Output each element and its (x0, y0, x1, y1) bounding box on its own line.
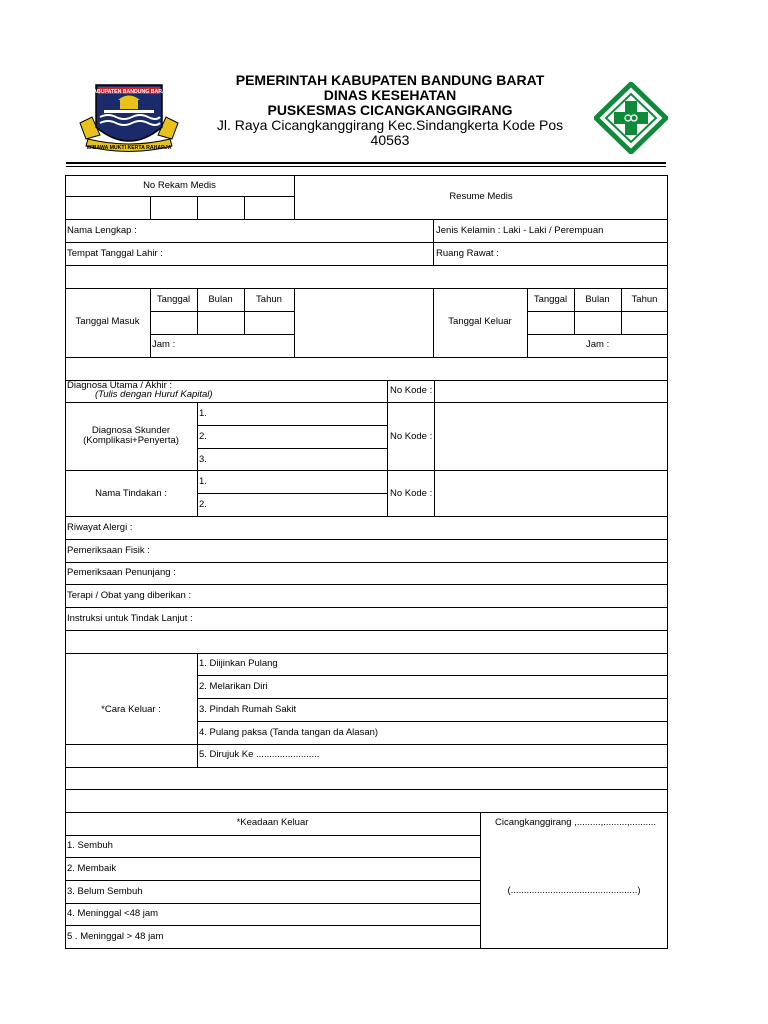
komplikasi-label: (Komplikasi+Penyerta) (83, 435, 179, 446)
no-kode-label-2: No Kode : (390, 431, 433, 442)
puskesmas-logo (594, 82, 668, 154)
cara-option-3: 3. Pindah Rumah Sakit (199, 704, 297, 715)
instruksi-label: Instruksi untuk Tindak Lanjut : (67, 613, 193, 624)
cara-keluar-label: *Cara Keluar : (101, 704, 161, 715)
no-kode-label-3: No Kode : (390, 488, 433, 499)
signature-line: (................................................) (507, 885, 641, 896)
masuk-jam-label: Jam : (152, 339, 176, 350)
keadaan-option-4: 4. Meninggal <48 jam (67, 908, 159, 919)
keadaan-option-5: 5 . Meninggal > 48 jam (67, 931, 164, 942)
pemeriksaan-fisik-label: Pemeriksaan Fisik : (67, 545, 150, 556)
cara-option-5: 5. Dirujuk Ke ........................ (199, 749, 320, 760)
cara-option-2: 2. Melarikan Diri (199, 681, 268, 692)
riwayat-alergi-label: Riwayat Alergi : (67, 522, 133, 533)
diagnosa-skunder-2: 2. (199, 431, 207, 442)
diagnosa-skunder-3: 3. (199, 454, 207, 465)
ruang-rawat-label: Ruang Rawat : (436, 248, 499, 259)
tulis-kapital-note: (Tulis dengan Huruf Kapital) (95, 389, 213, 400)
postcode: 40563 (370, 132, 410, 148)
tindakan-1: 1. (199, 476, 207, 487)
puskesmas-name: PUSKESMAS CICANGKANGGIRANG (267, 102, 513, 118)
nama-tindakan-label: Nama Tindakan : (95, 488, 167, 499)
letterhead-text (205, 73, 575, 148)
jenis-kelamin-label: Jenis Kelamin : Laki - Laki / Perempuan (436, 225, 604, 236)
resume-medis-form (65, 175, 668, 949)
address: Jl. Raya Cicangkanggirang Kec.Sindangkerta Kode Pos (216, 117, 564, 133)
keadaan-option-3: 3. Belum Sembuh (67, 886, 143, 897)
tanggal-keluar-label: Tanggal Keluar (448, 316, 512, 327)
keadaan-option-1: 1. Sembuh (67, 840, 113, 851)
resume-medis-title: Resume Medis (449, 191, 513, 202)
keluar-bulan-header: Bulan (585, 294, 610, 305)
agency-name: DINAS KESEHATAN (323, 87, 457, 103)
terapi-label: Terapi / Obat yang diberikan : (67, 590, 192, 601)
masuk-tanggal-header: Tanggal (156, 294, 191, 305)
keluar-tanggal-header: Tanggal (533, 294, 568, 305)
header-rule (66, 162, 666, 164)
keluar-jam-label: Jam : (586, 339, 610, 350)
cara-option-1: 1. Diijinkan Pulang (199, 658, 278, 669)
tindakan-2: 2. (199, 499, 207, 510)
no-kode-label-1: No Kode : (390, 385, 433, 396)
masuk-bulan-header: Bulan (208, 294, 233, 305)
letterhead (0, 70, 768, 170)
pemeriksaan-penunjang-label: Pemeriksaan Penunjang : (67, 567, 176, 578)
diagnosa-utama-label: Diagnosa Utama / Akhir : (67, 380, 173, 391)
svg-text:WIBAWA MUKTI KERTA RAHARJA: WIBAWA MUKTI KERTA RAHARJA (86, 145, 172, 151)
diagnosa-skunder-label: Diagnosa Skunder (91, 425, 171, 436)
cara-option-4: 4. Pulang paksa (Tanda tangan da Alasan) (199, 727, 379, 738)
header-rule-thin (66, 166, 666, 167)
tempat-tanggal-ttd: Cicangkanggirang ,.........,.........,.......... (495, 817, 657, 828)
tanggal-masuk-label: Tanggal Masuk (75, 316, 140, 327)
keadaan-keluar-label: *Keadaan Keluar (236, 817, 309, 828)
no-rekam-medis-label: No Rekam Medis (143, 180, 216, 191)
keluar-tahun-header: Tahun (631, 294, 658, 305)
keadaan-option-2: 2. Membaik (67, 863, 117, 874)
diagnosa-skunder-1: 1. (199, 408, 207, 419)
tempat-tanggal-lahir-label: Tempat Tanggal Lahir : (67, 248, 163, 259)
government-name: PEMERINTAH KABUPATEN BANDUNG BARAT (235, 72, 545, 88)
masuk-tahun-header: Tahun (256, 294, 282, 305)
nama-lengkap-label: Nama Lengkap : (67, 225, 137, 236)
svg-text:KABUPATEN BANDUNG BARAT: KABUPATEN BANDUNG BARAT (89, 89, 169, 95)
bandung-barat-emblem (78, 83, 180, 158)
